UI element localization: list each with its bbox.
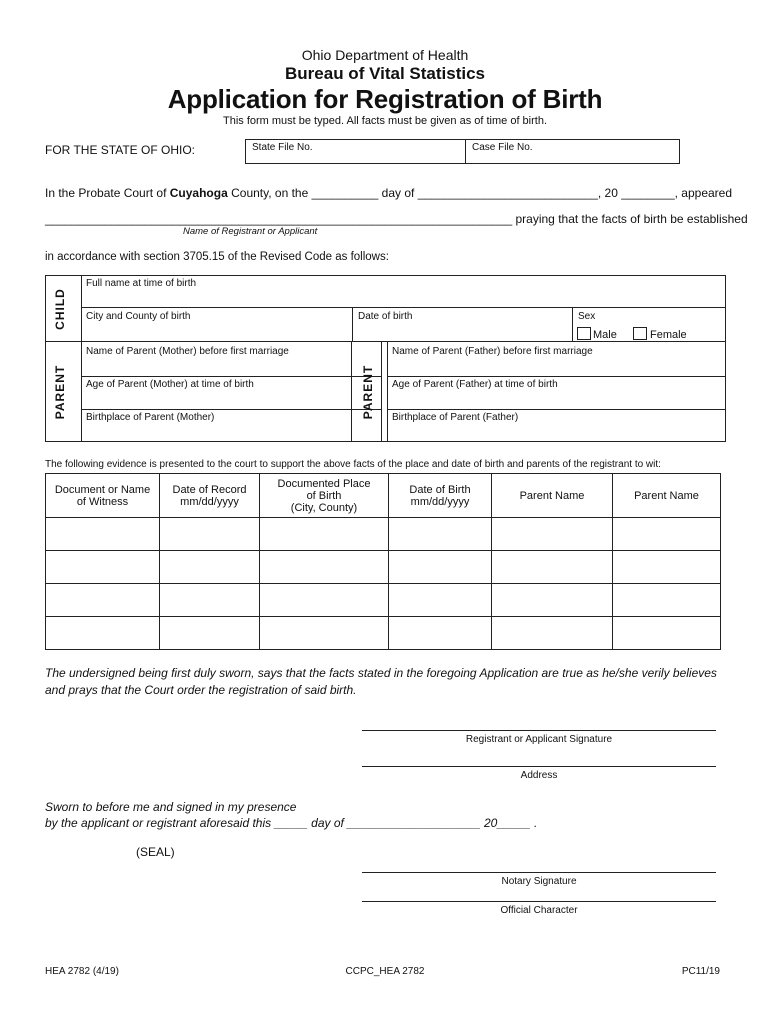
table-cell[interactable]: [260, 584, 389, 617]
table-cell[interactable]: [260, 551, 389, 584]
evidence-col-date-of-record: Date of Record mm/dd/yyyy: [160, 474, 260, 518]
father-birthplace-field[interactable]: Birthplace of Parent (Father): [392, 412, 519, 423]
table-cell[interactable]: [492, 518, 613, 551]
table-cell[interactable]: [492, 551, 613, 584]
address-label: Address: [520, 770, 558, 781]
child-section: [45, 275, 726, 342]
table-row: [46, 551, 721, 584]
child-city-county-field[interactable]: City and County of birth: [86, 311, 191, 322]
oath-statement: The undersigned being first duly sworn, says that the facts stated in the foregoing Application are true as he/she verily believes and prays that the Court order the registration of said birth.: [45, 666, 717, 697]
mother-name-field[interactable]: Name of Parent (Mother) before first marriage: [86, 346, 289, 357]
registrant-caption: Name of Registrant or Applicant: [183, 226, 318, 237]
male-label: Male: [593, 329, 617, 341]
child-section-label: CHILD: [53, 288, 67, 330]
registrant-signature-line[interactable]: [362, 730, 716, 731]
evidence-header-row: [46, 474, 721, 518]
state-label: FOR THE STATE OF OHIO:: [45, 143, 196, 157]
case-file-no-label: Case File No.: [472, 142, 533, 153]
form-title: Application for Registration of Birth: [167, 84, 603, 114]
table-cell[interactable]: [160, 551, 260, 584]
evidence-col-date-of-birth: Date of Birth mm/dd/yyyy: [389, 474, 492, 518]
female-label: Female: [650, 329, 687, 341]
table-cell[interactable]: [613, 518, 721, 551]
table-row: [46, 617, 721, 650]
table-cell[interactable]: [46, 617, 160, 650]
notary-signature-label: Notary Signature: [501, 876, 577, 887]
table-cell[interactable]: [389, 584, 492, 617]
evidence-table: [45, 473, 721, 650]
table-cell[interactable]: [613, 584, 721, 617]
evidence-col-document: Document or Name of Witness: [46, 474, 160, 518]
child-full-name-field[interactable]: Full name at time of birth: [86, 278, 197, 289]
table-cell[interactable]: [46, 584, 160, 617]
evidence-intro: The following evidence is presented to the court to support the above facts of the place and date of birth and parents of the registrant to wit:: [45, 459, 661, 470]
official-character-label: Official Character: [500, 905, 578, 916]
bureau-name: Bureau of Vital Statistics: [285, 64, 485, 83]
sworn-line-1: Sworn to before me and signed in my presence: [45, 800, 297, 814]
table-cell[interactable]: [613, 617, 721, 650]
state-file-no-label: State File No.: [252, 142, 313, 153]
footer-form-number: HEA 2782 (4/19): [45, 966, 119, 977]
footer-pc-code: PC11/19: [681, 966, 720, 977]
case-file-no-field[interactable]: [466, 140, 679, 163]
seal-label: (SEAL): [136, 845, 175, 859]
court-prefix: In the Probate Court of: [45, 186, 170, 200]
table-cell[interactable]: [260, 617, 389, 650]
form-instruction: This form must be typed. All facts must be given as of time of birth.: [222, 115, 548, 127]
evidence-col-place-of-birth: Documented Place of Birth (City, County): [260, 474, 389, 518]
address-line[interactable]: [362, 766, 716, 767]
registrant-signature-label: Registrant or Applicant Signature: [465, 734, 613, 745]
table-row: [46, 584, 721, 617]
father-name-field[interactable]: Name of Parent (Father) before first marriage: [392, 346, 593, 357]
department-name: Ohio Department of Health: [301, 47, 469, 63]
table-cell[interactable]: [160, 617, 260, 650]
female-checkbox[interactable]: [633, 327, 647, 340]
father-section: [351, 341, 726, 442]
official-character-line[interactable]: [362, 901, 716, 902]
child-date-of-birth-field[interactable]: Date of birth: [358, 311, 413, 322]
mother-section-label: PARENT: [53, 364, 67, 420]
table-cell[interactable]: [46, 551, 160, 584]
file-number-box: [245, 139, 680, 164]
table-cell[interactable]: [613, 551, 721, 584]
accordance-statement: in accordance with section 3705.15 of the Revised Code as follows:: [45, 251, 389, 263]
mother-section: [45, 341, 382, 442]
table-cell[interactable]: [160, 584, 260, 617]
court-statement: [45, 186, 732, 200]
male-checkbox[interactable]: [577, 327, 591, 340]
court-rest: County, on the __________ day of ___________________________, 20 ________, appeared: [227, 186, 733, 200]
table-cell[interactable]: [46, 518, 160, 551]
table-cell[interactable]: [389, 518, 492, 551]
table-cell[interactable]: [389, 617, 492, 650]
evidence-col-parent-name-1: Parent Name: [492, 474, 613, 518]
sworn-before-statement: [45, 799, 537, 831]
table-cell[interactable]: [492, 617, 613, 650]
county-name: Cuyahoga: [169, 186, 228, 200]
table-cell[interactable]: [389, 551, 492, 584]
table-row: [46, 518, 721, 551]
praying-line: ______________________________________________________________________ praying that the facts of birth be established: [45, 212, 748, 226]
footer-ccpc-code: CCPC_HEA 2782: [345, 966, 425, 977]
evidence-col-parent-name-2: Parent Name: [613, 474, 721, 518]
mother-birthplace-field[interactable]: Birthplace of Parent (Mother): [86, 412, 215, 423]
state-file-no-field[interactable]: [246, 140, 466, 163]
father-section-label: PARENT: [361, 364, 375, 420]
father-age-field[interactable]: Age of Parent (Father) at time of birth: [392, 379, 558, 390]
sworn-line-2: by the applicant or registrant aforesaid this _____ day of ____________________ 20_____ .: [45, 816, 538, 830]
table-cell[interactable]: [160, 518, 260, 551]
table-cell[interactable]: [260, 518, 389, 551]
child-sex-label: Sex: [578, 311, 596, 322]
mother-age-field[interactable]: Age of Parent (Mother) at time of birth: [86, 379, 254, 390]
notary-signature-line[interactable]: [362, 872, 716, 873]
table-cell[interactable]: [492, 584, 613, 617]
